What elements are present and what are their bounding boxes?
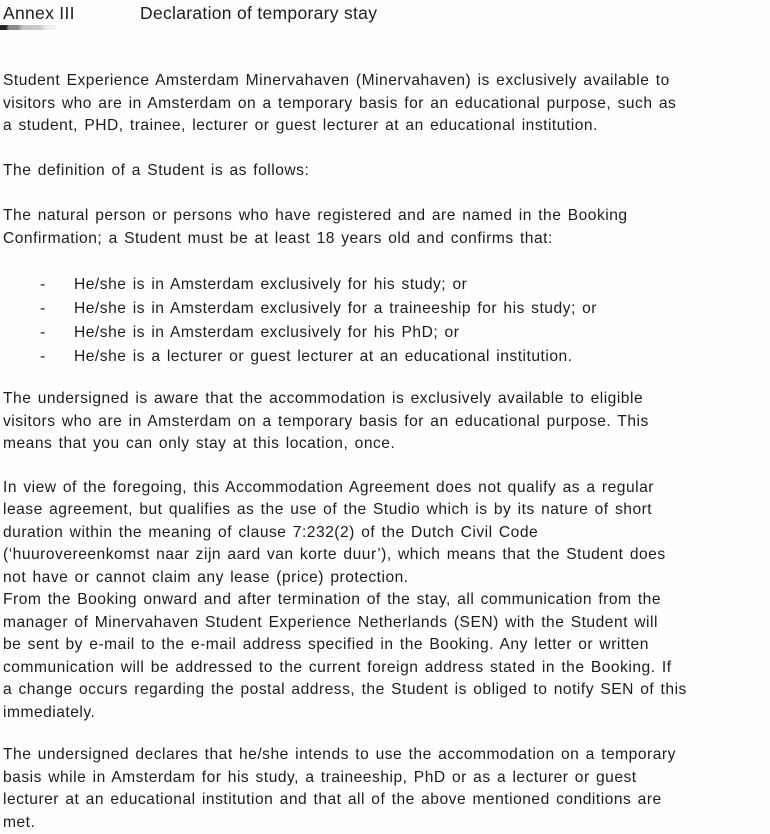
text-line: a student, PHD, trainee, lecturer or guest lecturer at an educational institution. [3, 115, 768, 138]
bullet-item [3, 345, 768, 369]
text-line: The undersigned is aware that the accommodation is exclusively available to eligible [3, 388, 768, 411]
text-line: Confirmation; a Student must be at least 18 years old and confirms that: [3, 228, 768, 251]
bullet-dash: - [40, 321, 74, 345]
text-line: met. [3, 812, 768, 834]
text-line: basis while in Amsterdam for his study, a traineeship, PhD or as a lecturer or guest [3, 767, 768, 790]
bullet-text: He/she is in Amsterdam exclusively for his study; or [74, 273, 467, 297]
text-line: The natural person or persons who have registered and are named in the Booking [3, 205, 768, 228]
text-line: Student Experience Amsterdam Minervahaven (Minervahaven) is exclusively available to [3, 70, 768, 93]
bullet-dash: - [40, 297, 74, 321]
scan-artifact-mark [0, 25, 56, 30]
paragraph-undersigned-aware [3, 388, 768, 456]
text-line: manager of Minervahaven Student Experience Netherlands (SEN) with the Student will [3, 612, 768, 635]
paragraph-declaration [3, 744, 768, 834]
text-line: (‘huurovereenkomst naar zijn aard van korte duur’), which means that the Student does [3, 544, 768, 567]
text-line: immediately. [3, 702, 768, 725]
document-heading [3, 2, 768, 25]
paragraph-definition-lead [3, 160, 768, 183]
text-line: lease agreement, but qualifies as the use of the Studio which is by its nature of short [3, 499, 768, 522]
text-line: be sent by e-mail to the e-mail address specified in the Booking. Any letter or written [3, 634, 768, 657]
text-line: means that you can only stay at this location, once. [3, 433, 768, 456]
paragraph-lease-qualification [3, 477, 768, 590]
bullet-text: He/she is in Amsterdam exclusively for a traineeship for his study; or [74, 297, 597, 321]
text-line: The definition of a Student is as follows: [3, 160, 768, 183]
text-line: not have or cannot claim any lease (price) protection. [3, 567, 768, 590]
text-line: From the Booking onward and after termination of the stay, all communication from the [3, 589, 768, 612]
bullet-item [3, 321, 768, 345]
bullet-text: He/she is in Amsterdam exclusively for his PhD; or [74, 321, 459, 345]
bullet-text: He/she is a lecturer or guest lecturer at an educational institution. [74, 345, 573, 369]
page-title: Declaration of temporary stay [140, 3, 377, 23]
text-line: lecturer at an educational institution and that all of the above mentioned conditions are [3, 789, 768, 812]
text-line: In view of the foregoing, this Accommodation Agreement does not qualify as a regular [3, 477, 768, 500]
bullet-dash: - [40, 273, 74, 297]
paragraph-natural-person [3, 205, 768, 250]
paragraph-communication [3, 589, 768, 724]
bullet-item [3, 273, 768, 297]
paragraph-intro [3, 70, 768, 138]
text-line: a change occurs regarding the postal address, the Student is obliged to notify SEN of this [3, 679, 768, 702]
text-line: visitors who are in Amsterdam on a temporary basis for an educational purpose, such as [3, 93, 768, 116]
bullet-list [3, 273, 768, 369]
text-line: communication will be addressed to the current foreign address stated in the Booking. If [3, 657, 768, 680]
text-line: The undersigned declares that he/she intends to use the accommodation on a temporary [3, 744, 768, 767]
bullet-dash: - [40, 345, 74, 369]
bullet-item [3, 297, 768, 321]
text-line: visitors who are in Amsterdam on a temporary basis for an educational purpose. This [3, 411, 768, 434]
annex-label: Annex III [3, 2, 140, 25]
text-line: duration within the meaning of clause 7:232(2) of the Dutch Civil Code [3, 522, 768, 545]
